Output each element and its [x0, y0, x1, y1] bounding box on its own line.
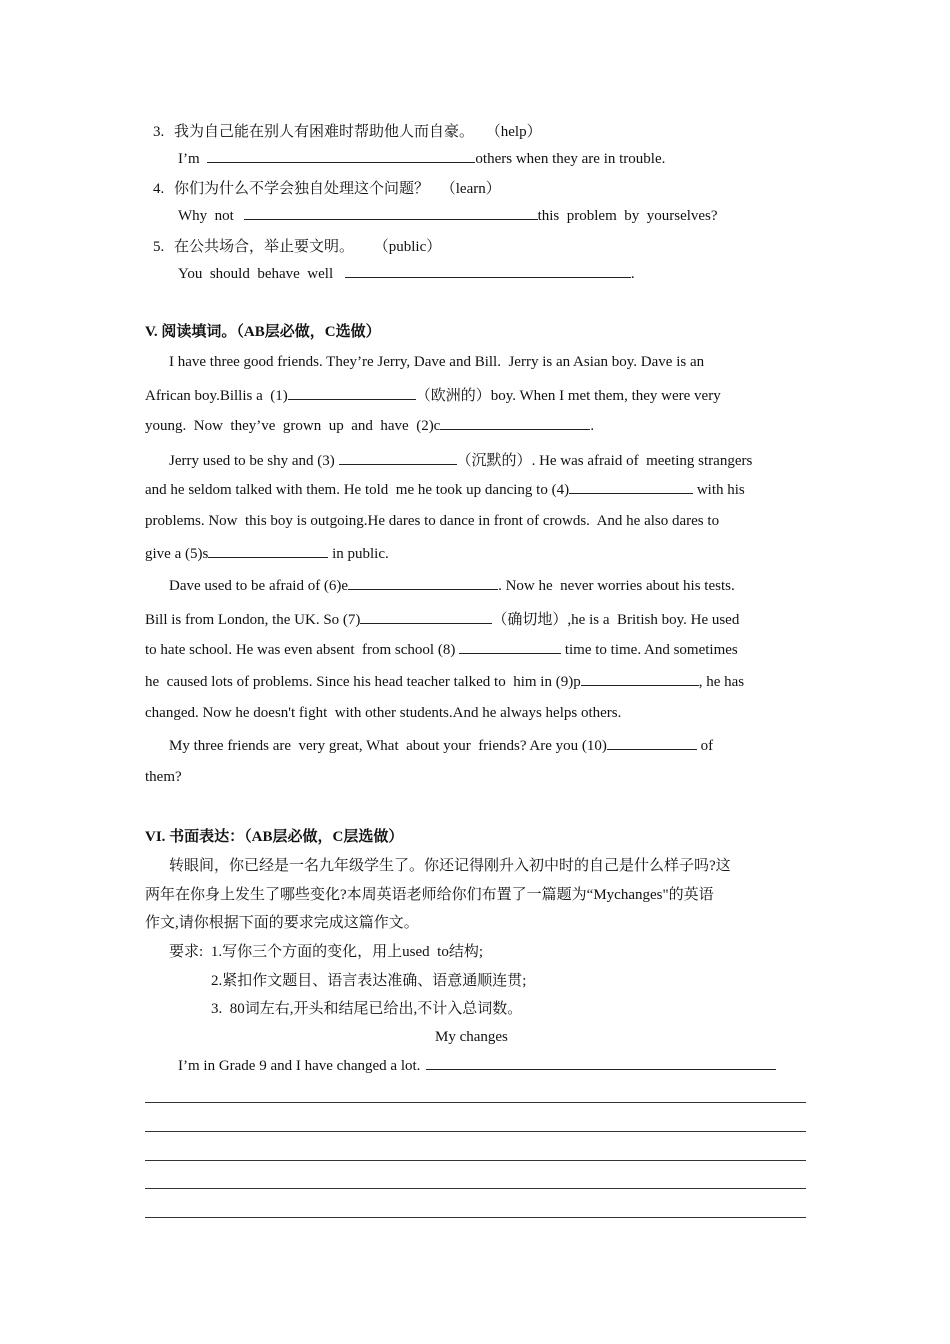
- passage-line-10: [145, 639, 738, 660]
- answer-blank[interactable]: [345, 263, 631, 278]
- answer-blank-7[interactable]: [360, 609, 492, 624]
- writing-line[interactable]: [145, 1188, 806, 1189]
- section-6-heading: VI. 书面表达：（AB层必做，C层选做）: [145, 829, 404, 845]
- translation-answer-4: [178, 205, 718, 226]
- translation-item-3: [153, 122, 542, 142]
- passage-line-9: [145, 609, 739, 630]
- word-hint: （help）: [485, 124, 542, 140]
- passage-line-11: [145, 671, 744, 692]
- writing-line[interactable]: [145, 1131, 806, 1132]
- english-prefix: I’m: [178, 151, 200, 167]
- word-hint: （欧洲的）: [415, 388, 491, 404]
- section-5-heading: V. 阅读填词。（AB层必做，C选做）: [145, 324, 381, 340]
- passage-text: of: [696, 738, 714, 754]
- passage-line-8: [169, 575, 735, 596]
- passage-text: .: [590, 418, 595, 434]
- passage-text: My three friends are very great, What about your friends? Are you (10): [169, 738, 607, 754]
- answer-blank-9[interactable]: [581, 671, 699, 686]
- answer-blank-1[interactable]: [288, 385, 416, 400]
- requirement-2: 2.紧扣作文题目、语言表达准确、语意通顺连贯;: [211, 973, 527, 989]
- item-number: 5.: [153, 239, 165, 255]
- passage-text: boy. When I met them, they were very: [490, 388, 721, 404]
- requirement-text: 1.写你三个方面的变化，用上used to结构;: [210, 944, 484, 960]
- chinese-sentence: 在公共场合，举止要文明。: [174, 239, 355, 255]
- passage-line-13: [169, 735, 713, 756]
- essay-opening: I’m in Grade 9 and I have changed a lot.: [178, 1058, 421, 1074]
- word-hint: （确切地）: [492, 612, 568, 628]
- translation-answer-5: [178, 263, 635, 284]
- requirement-1: [169, 942, 483, 962]
- passage-line-3: [145, 415, 594, 436]
- answer-blank-3[interactable]: [339, 450, 457, 465]
- answer-blank[interactable]: [207, 148, 475, 163]
- item-number: 3.: [153, 124, 165, 140]
- passage-text: he caused lots of problems. Since his head teacher talked to him in (9)p: [145, 674, 581, 690]
- answer-blank-6[interactable]: [348, 575, 498, 590]
- passage-text: Dave used to be afraid of (6)e: [169, 578, 349, 594]
- passage-text: to hate school. He was even absent from school (8): [145, 642, 460, 658]
- chinese-sentence: 我为自己能在别人有困难时帮助他人而自豪。: [174, 124, 475, 140]
- essay-blank[interactable]: [426, 1055, 776, 1070]
- prompt-line-3: 作文,请你根据下面的要求完成这篇作文。: [145, 915, 419, 931]
- passage-text: give a (5)s: [145, 546, 209, 562]
- passage-text: African boy.Billis a (1): [145, 388, 288, 404]
- passage-line-6: problems. Now this boy is outgoing.He dares to dance in front of crowds. And he also dares to: [145, 513, 720, 529]
- prompt-line-1: 转眼间，你已经是一名九年级学生了。你还记得刚升入初中时的自己是什么样子吗?这: [169, 858, 731, 874]
- word-hint: （learn）: [440, 181, 501, 197]
- passage-text: and he seldom talked with them. He told me he took up dancing to (4): [145, 482, 570, 498]
- translation-item-5: [153, 237, 441, 257]
- english-suffix: this problem by yourselves?: [537, 208, 718, 224]
- passage-text: , he has: [698, 674, 745, 690]
- answer-blank-4[interactable]: [569, 479, 693, 494]
- passage-line-1: I have three good friends. They’re Jerry, Dave and Bill. Jerry is an Asian boy. Dave is an: [169, 354, 705, 370]
- passage-line-7: [145, 543, 389, 564]
- chinese-sentence: 你们为什么不学会独自处理这个问题？: [174, 181, 430, 197]
- writing-line[interactable]: [145, 1102, 806, 1103]
- writing-line[interactable]: [145, 1217, 806, 1218]
- word-hint: （沉默的）: [456, 453, 532, 469]
- passage-text: ,he is a British boy. He used: [567, 612, 740, 628]
- english-prefix: You should behave well: [178, 266, 334, 282]
- item-number: 4.: [153, 181, 165, 197]
- passage-text: young. Now they’ve grown up and have (2)c: [145, 418, 441, 434]
- english-suffix: others when they are in trouble.: [475, 151, 666, 167]
- passage-text: Bill is from London, the UK. So (7): [145, 612, 361, 628]
- passage-line-4: [169, 450, 752, 471]
- translation-item-4: [153, 179, 501, 199]
- word-hint: （public）: [373, 239, 442, 255]
- prompt-line-2: 两年在你身上发生了哪些变化?本周英语老师给你们布置了一篇题为“Mychanges"的英语: [145, 887, 714, 903]
- requirements-label: 要求:: [169, 944, 204, 960]
- answer-blank-2[interactable]: [440, 415, 590, 430]
- writing-line[interactable]: [145, 1160, 806, 1161]
- passage-text: . He was afraid of meeting strangers: [531, 453, 753, 469]
- answer-blank-10[interactable]: [607, 735, 697, 750]
- passage-text: . Now he never worries about his tests.: [498, 578, 735, 594]
- passage-text: in public.: [328, 546, 389, 562]
- requirement-3: 3. 80词左右,开头和结尾已给出,不计入总词数。: [211, 1001, 523, 1017]
- passage-line-14: them?: [145, 769, 182, 785]
- passage-text: with his: [693, 482, 745, 498]
- passage-text: time to time. And sometimes: [561, 642, 738, 658]
- passage-line-2: [145, 385, 721, 406]
- essay-title: My changes: [435, 1029, 508, 1045]
- passage-line-12: changed. Now he doesn't fight with other students.And he always helps others.: [145, 705, 622, 721]
- english-suffix: .: [630, 266, 635, 282]
- answer-blank-5[interactable]: [208, 543, 328, 558]
- english-prefix: Why not: [178, 208, 234, 224]
- translation-answer-3: [178, 148, 665, 169]
- essay-first-line: [178, 1055, 776, 1076]
- answer-blank[interactable]: [244, 205, 538, 220]
- passage-line-5: [145, 479, 745, 500]
- answer-blank-8[interactable]: [459, 639, 561, 654]
- passage-text: Jerry used to be shy and (3): [169, 453, 339, 469]
